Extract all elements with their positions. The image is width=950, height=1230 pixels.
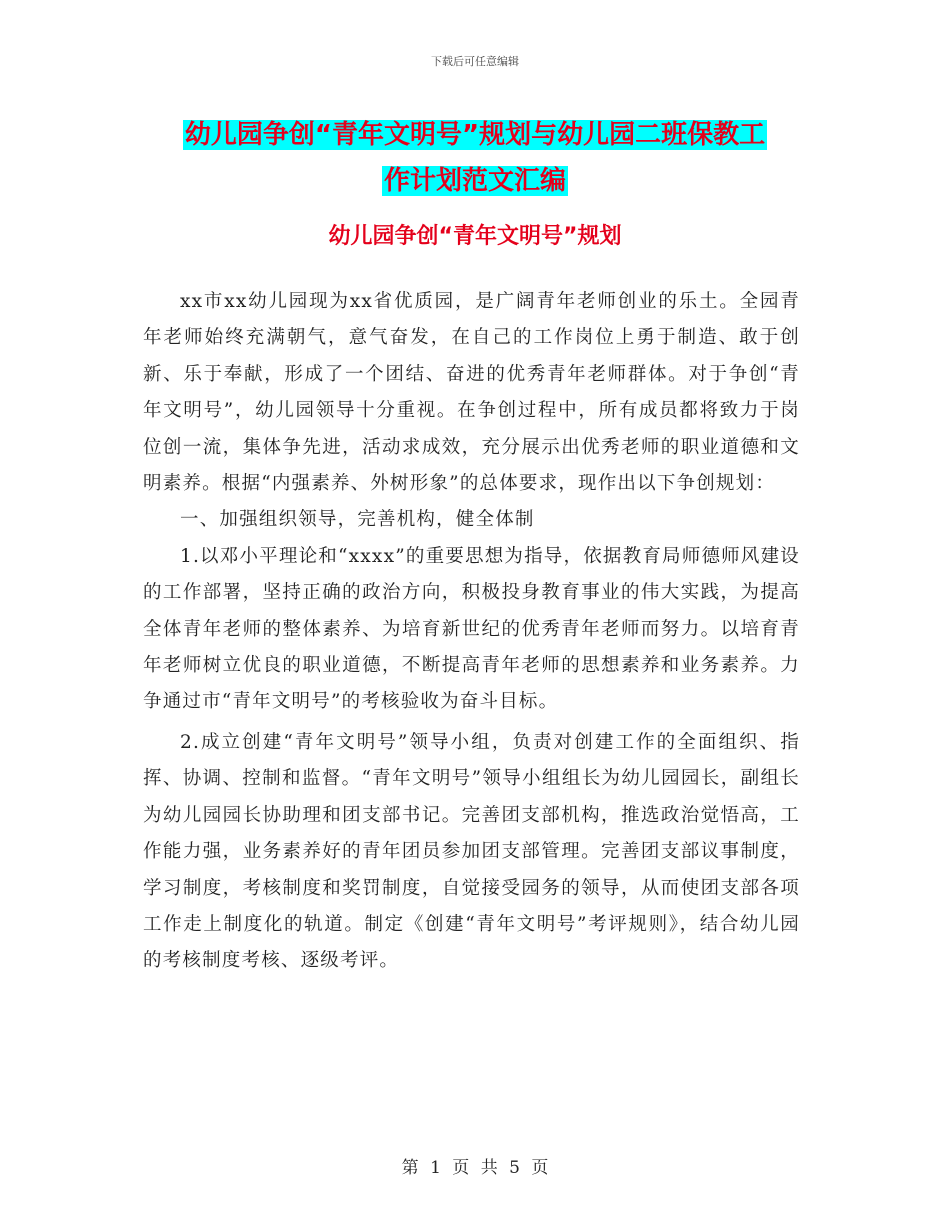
paragraph-item-2: 2.成立创建“青年文明号”领导小组，负责对创建工作的全面组织、指挥、协调、控制和监督。“青年文明号”领导小组组长为幼儿园园长，副组长为幼儿园园长协助理和团支部书记。完善团支部机构，推选政治觉悟高，工作能力强，业务素养好的青年团员参加团支部管理。完善团支部议事制度，学习制度，考核制度和奖罚制度，自觉接受园务的领导，从而使团支部各项工作走上制度化的轨道。制定《创建“青年文明号”考评规则》，结合幼儿园的考核制度考核、逐级考评。 <box>143 731 800 972</box>
header-note: 下载后可任意编辑 <box>431 55 519 68</box>
page-footer: 第 1 页 共 5 页 <box>401 1158 549 1178</box>
paragraph-intro: xx市xx幼儿园现为xx省优质园，是广阔青年老师创业的乐土。全园青年老师始终充满朝气，意气奋发，在自己的工作岗位上勇于制造、敢于创新、乐于奉献，形成了一个团结、奋进的优秀青年老师群体。对于争创“青年文明号”，幼儿园领导十分重视。在争创过程中，所有成员都将致力于岗位创一流，集体争先进，活动求成效，充分展示出优秀老师的职业道德和文明素养。根据“内强素养、外树形象”的总体要求，现作出以下争创规划： <box>143 291 800 495</box>
paragraph-item-1: 1.以邓小平理论和“xxxx”的重要思想为指导，依据教育局师德师风建设的工作部署，坚持正确的政治方向，积极投身教育事业的伟大实践，为提高全体青年老师的整体素养、为培育新世纪的优秀青年老师而努力。以培育青年老师树立优良的职业道德，不断提高青年老师的思想素养和业务素养。力争通过市“青年文明号”的考核验收为奋斗目标。 <box>143 545 800 713</box>
document-title <box>0 112 950 204</box>
paragraph-heading-1: 一、加强组织领导，完善机构，健全体制 <box>180 509 535 531</box>
section-title: 幼儿园争创“青年文明号”规划 <box>328 224 622 249</box>
title-line-2: 作计划范文汇编 <box>383 166 566 196</box>
document-body <box>143 284 800 980</box>
title-line-1: 幼儿园争创“青年文明号”规划与幼儿园二班保教工 <box>184 120 766 150</box>
